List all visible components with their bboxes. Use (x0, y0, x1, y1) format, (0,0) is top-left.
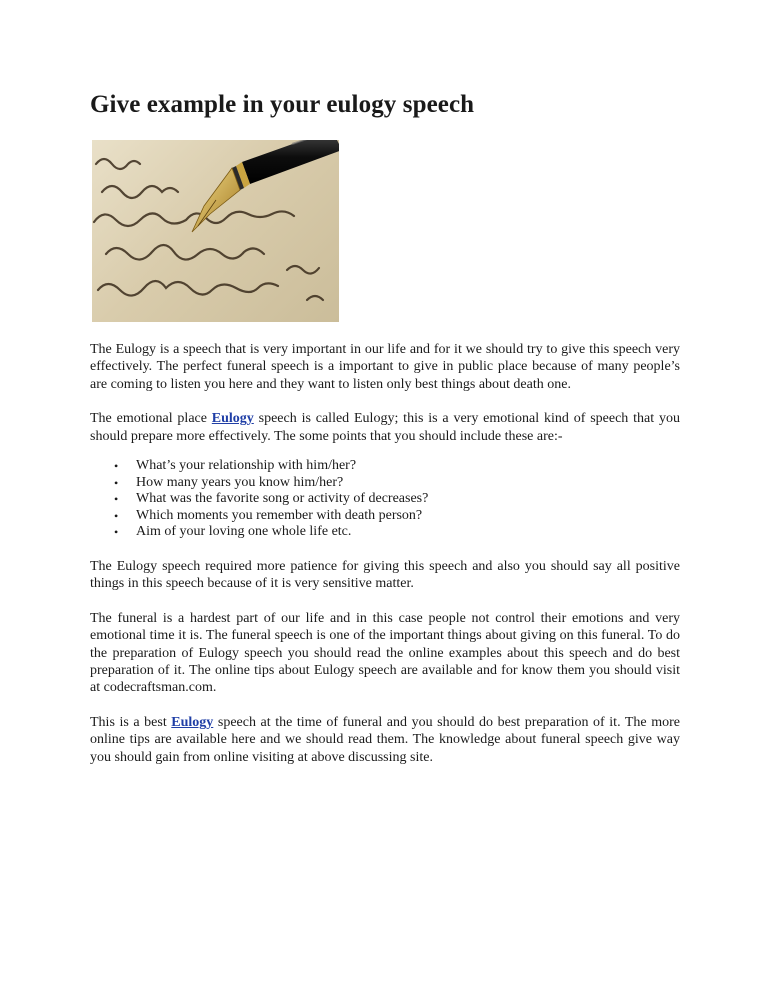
eulogy-link[interactable]: Eulogy (171, 714, 214, 730)
list-item: • What’s your relationship with him/her? (136, 458, 680, 475)
paragraph-patience: The Eulogy speech required more patience for giving this speech and also you should say all positive things in this speech because of it is very sensitive matter. (90, 559, 680, 592)
paragraph-funeral: The funeral is a hardest part of our life and in this case people not control their emotions and very emotional time it is. The funeral speech is one of the important things about giving on this funeral. To do the preparation of Eulogy speech you should read the online examples about this speech and do best preparation of it. The online tips about Eulogy speech are available and for know them you should visit at codecraftsman.com. (90, 610, 680, 696)
points-list (90, 458, 680, 541)
paragraph-closing (90, 714, 680, 766)
eulogy-link[interactable]: Eulogy (211, 411, 254, 427)
paragraph-intro: The Eulogy is a speech that is very important in our life and for it we should try to give this speech very effectively. The perfect funeral speech is a important to give in public place because of many people’s are coming to listen you here and they want to listen only best things about death one. (90, 342, 680, 392)
paragraph-text: This is a best (90, 714, 172, 730)
list-item: • Which moments you remember with death person? (136, 508, 680, 525)
paragraph-text: speech is called Eulogy; this is a very emotional kind of speech that you should prepare more effectively. The some points that you should include these are:- (90, 411, 680, 444)
fountain-pen-photo (92, 140, 339, 322)
list-item: • What was the favorite song or activity of decreases? (136, 491, 680, 508)
paragraph-emotional-place (90, 410, 680, 445)
article-body (90, 341, 680, 783)
list-item: • How many years you know him/her? (136, 475, 680, 492)
paragraph-text: speech at the time of funeral and you should do best preparation of it. The more online tips are available here and we should read them. The knowledge about funeral speech give way you should gain from online visiting at above discussing site. (90, 714, 680, 765)
page-title: Give example in your eulogy speech (90, 91, 475, 118)
pen-and-letter-illustration (92, 140, 339, 322)
paragraph-text: The emotional place (90, 411, 212, 427)
list-item: • Aim of your loving one whole life etc. (136, 524, 680, 541)
